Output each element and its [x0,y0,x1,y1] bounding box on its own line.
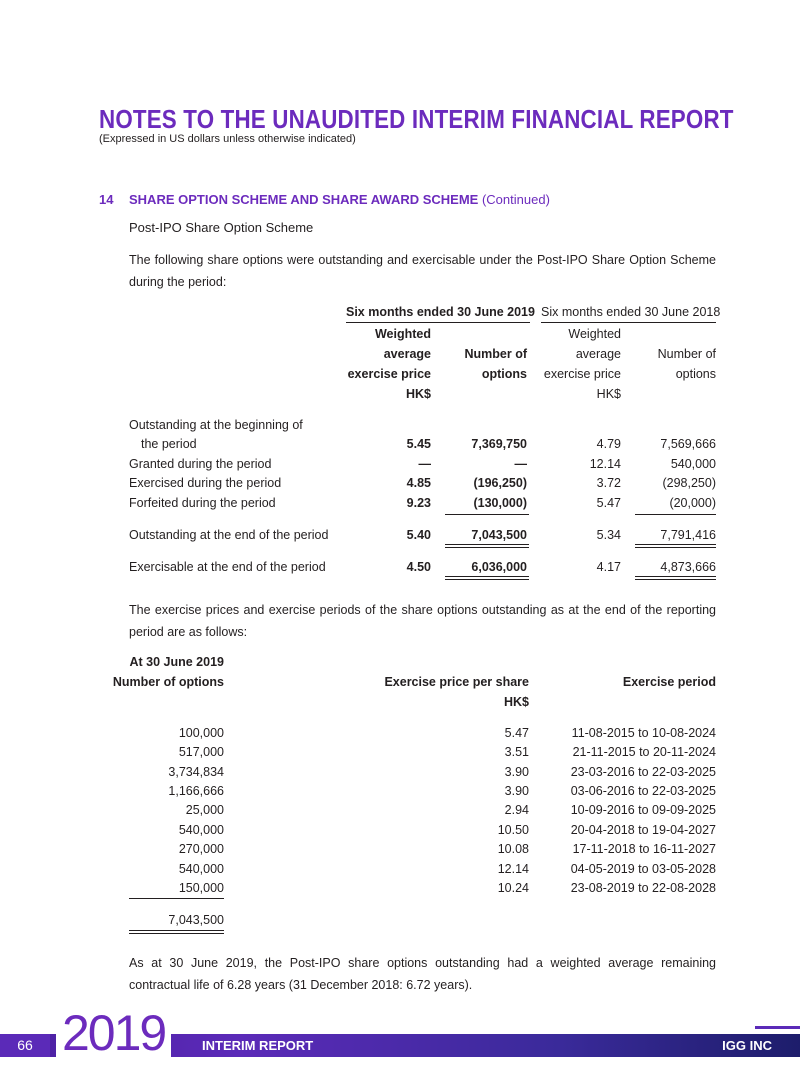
col-num-2018-l1: Number of [657,347,716,361]
t2-cell-period: 03-06-2016 to 22-03-2025 [570,784,716,798]
col-wa-2019-l1: Weighted [374,327,431,341]
row-label: Forfeited during the period [129,496,276,510]
t2-cell-price: 10.08 [497,842,529,856]
t2-cell-period: 20-04-2018 to 19-04-2027 [570,823,716,837]
t2-head-period: Exercise period [622,675,716,689]
t2-head-date: At 30 June 2019 [129,655,224,669]
col-wa-2019-l3: exercise price [347,367,431,381]
cell-num-2019: 7,043,500 [471,528,527,542]
intro-paragraph: The following share options were outstanding and exercisable under the Post-IPO Share Option Scheme during the period: [129,253,716,289]
cell-num-2018: 7,791,416 [660,528,716,542]
t2-cell-price: 5.47 [504,726,529,740]
t2-cell-num: 100,000 [178,726,224,740]
period-2019-header: Six months ended 30 June 2019 [346,305,535,319]
cell-price-2019: 4.50 [406,560,431,574]
period-2018-header: Six months ended 30 June 2018 [541,305,721,319]
closing-paragraph: As at 30 June 2019, the Post-IPO share options outstanding had a weighted average remaining contractual life of 6.28 years (31 December 2018: 6.72 years). [129,956,716,992]
row-label-cont: the period [141,437,197,451]
col-num-2018-l2: options [675,367,716,381]
t2-cell-period: 17-11-2018 to 16-11-2027 [572,842,716,856]
row-label: Exercised during the period [129,476,282,490]
row-label: Exercisable at the end of the period [129,560,326,574]
row-label: Outstanding at the beginning of [129,418,303,432]
col-wa-2019-l2: average [383,347,431,361]
exercise-paragraph: The exercise prices and exercise periods of the share options outstanding as at the end of the reporting period are as follows: [129,603,716,639]
page-subtitle: (Expressed in US dollars unless otherwise indicated) [99,133,356,145]
cell-price-2019: 5.45 [406,437,431,451]
col-wa-2018-l4: HK$ [596,387,621,401]
cell-num-2018: 4,873,666 [660,560,716,574]
section-continued: (Continued) [481,192,550,207]
t2-cell-price: 3.51 [504,745,529,759]
section-number: 14 [99,192,114,207]
t2-head-price-unit: HK$ [503,695,529,709]
col-wa-2018-l2: average [575,347,621,361]
cell-num-2018: (20,000) [669,496,716,510]
col-wa-2018-l3: exercise price [543,367,621,381]
t2-cell-price: 12.14 [497,862,529,876]
t2-cell-num: 150,000 [178,881,224,895]
col-wa-2019-l4: HK$ [405,387,431,401]
footer-company-name: IGG INC [722,1038,772,1053]
t2-cell-price: 3.90 [504,784,529,798]
t2-cell-num: 1,166,666 [168,784,224,798]
section-title [129,192,550,207]
t2-head-num: Number of options [112,675,224,689]
cell-num-2018: (298,250) [662,476,716,490]
t2-cell-price: 10.24 [497,881,529,895]
cell-num-2019: (196,250) [473,476,527,490]
col-wa-2018-l1: Weighted [568,327,621,341]
t2-cell-period: 23-03-2016 to 22-03-2025 [570,765,716,779]
col-num-2019-l2: options [481,367,527,381]
cell-price-2019: — [418,457,431,471]
footer-report-label: INTERIM REPORT [202,1038,314,1053]
t2-cell-price: 2.94 [504,803,529,817]
col-num-2019-l1: Number of [464,347,527,361]
section-subheading: Post-IPO Share Option Scheme [129,220,314,235]
page-number: 66 [0,1034,50,1057]
cell-price-2019: 9.23 [406,496,431,510]
t2-cell-num: 25,000 [185,803,224,817]
cell-price-2019: 5.40 [406,528,431,542]
footer-accent-line [755,1026,800,1029]
page-title: NOTES TO THE UNAUDITED INTERIM FINANCIAL REPORT [99,104,734,134]
t2-cell-period: 04-05-2019 to 03-05-2028 [570,862,716,876]
cell-price-2018: 3.72 [596,476,621,490]
t2-cell-price: 10.50 [497,823,529,837]
t2-cell-num: 517,000 [178,745,224,759]
cell-num-2019: 6,036,000 [471,560,527,574]
section-title-text: SHARE OPTION SCHEME AND SHARE AWARD SCHEME [129,192,479,207]
t2-total: 7,043,500 [168,913,224,927]
row-label: Outstanding at the end of the period [129,528,329,542]
t2-cell-period: 23-08-2019 to 22-08-2028 [570,881,716,895]
cell-num-2019: — [514,457,527,471]
t2-cell-period: 11-08-2015 to 10-08-2024 [571,726,716,740]
t2-cell-num: 270,000 [178,842,224,856]
cell-num-2018: 540,000 [670,457,716,471]
t2-cell-period: 21-11-2015 to 20-11-2024 [572,745,716,759]
cell-price-2018: 4.17 [596,560,621,574]
t2-head-price: Exercise price per share [384,675,529,689]
cell-num-2019: 7,369,750 [471,437,527,451]
year-logo: 2019 [56,1008,171,1058]
cell-num-2019: (130,000) [473,496,527,510]
t2-cell-price: 3.90 [504,765,529,779]
t2-cell-period: 10-09-2016 to 09-09-2025 [570,803,716,817]
cell-price-2018: 5.34 [596,528,621,542]
cell-price-2018: 12.14 [589,457,621,471]
cell-price-2019: 4.85 [406,476,431,490]
t2-cell-num: 540,000 [178,862,224,876]
t2-cell-num: 540,000 [178,823,224,837]
t2-cell-num: 3,734,834 [168,765,224,779]
cell-price-2018: 5.47 [596,496,621,510]
cell-price-2018: 4.79 [596,437,621,451]
cell-num-2018: 7,569,666 [660,437,716,451]
row-label: Granted during the period [129,457,272,471]
